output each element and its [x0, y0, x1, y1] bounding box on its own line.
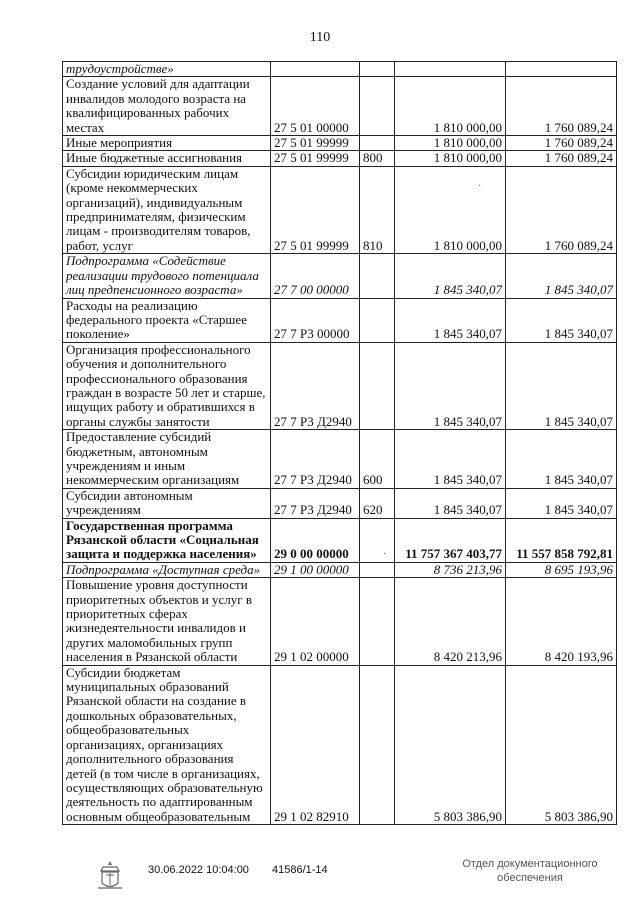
row-type	[360, 518, 395, 562]
row-code: 27 5 01 99999	[271, 166, 360, 253]
page-number: 110	[309, 30, 331, 45]
footer-reg-number: 41586/1-14	[272, 864, 328, 876]
row-type	[360, 77, 395, 136]
table-row	[63, 665, 617, 824]
row-sum-planned: 1 845 340,07	[395, 430, 506, 489]
table-row	[63, 62, 617, 77]
table-row	[63, 151, 617, 166]
row-sum-planned: 1 810 000,00	[395, 166, 506, 253]
row-code	[271, 62, 360, 77]
row-type: 620	[360, 488, 395, 518]
row-name: Субсидии бюджетам муниципальных образований Рязанской области на создание в дошкольных образовательных, общеобразовательных организациях, организациях дополнительного образования детей (в том числе в организациях, осуществляющих образовательную деятельность по адаптированным основным общеобразовательным	[63, 665, 271, 824]
row-name: трудоустройстве»	[63, 62, 271, 77]
row-code: 29 1 00 00000	[271, 562, 360, 577]
row-sum-planned: 5 803 386,90	[395, 665, 506, 824]
row-type	[360, 578, 395, 665]
row-sum-planned: 1 845 340,07	[395, 254, 506, 298]
row-type	[360, 62, 395, 77]
footer-datetime: 30.06.2022 10:04:00	[148, 864, 249, 876]
row-name: Расходы на реализацию федерального проекта «Старшее поколение»	[63, 298, 271, 342]
row-sum-planned: 11 757 367 403,77	[395, 518, 506, 562]
row-sum-executed: 1 760 089,24	[506, 151, 617, 166]
budget-table-body	[63, 62, 617, 825]
row-name: Подпрограмма «Содействие реализации трудового потенциала лиц предпенсионного возраста»	[63, 254, 271, 298]
row-type	[360, 136, 395, 151]
row-code: 27 7 P3 00000	[271, 298, 360, 342]
row-name: Субсидии юридическим лицам (кроме некоммерческих организаций), индивидуальным предпринимателям, физическим лицам - производителям товаров, работ, услуг	[63, 166, 271, 253]
row-code: 29 1 02 82910	[271, 665, 360, 824]
row-code: 27 5 01 99999	[271, 136, 360, 151]
table-row	[63, 342, 617, 429]
row-sum-planned: 1 810 000,00	[395, 151, 506, 166]
table-row	[63, 166, 617, 253]
page-footer	[0, 857, 640, 897]
table-row	[63, 298, 617, 342]
budget-table	[62, 61, 617, 825]
row-sum-executed	[506, 62, 617, 77]
table-row	[63, 562, 617, 577]
scan-speck: ·	[478, 181, 482, 192]
table-row	[63, 77, 617, 136]
row-sum-planned: 8 736 213,96	[395, 562, 506, 577]
footer-dept-line2: обеспечения	[497, 872, 563, 884]
row-sum-planned: 1 845 340,07	[395, 298, 506, 342]
row-sum-planned: 1 810 000,00	[395, 77, 506, 136]
row-sum-planned: 1 810 000,00	[395, 136, 506, 151]
row-sum-executed: 1 760 089,24	[506, 136, 617, 151]
row-sum-executed: 1 845 340,07	[506, 254, 617, 298]
row-name: Подпрограмма «Доступная среда»	[63, 562, 271, 577]
row-code: 29 0 00 00000	[271, 518, 360, 562]
row-type: 810	[360, 166, 395, 253]
table-row	[63, 430, 617, 489]
row-name: Повышение уровня доступности приоритетных объектов и услуг в приоритетных сферах жизнедеятельности инвалидов и других маломобильных групп населения в Рязанской области	[63, 578, 271, 665]
table-row	[63, 488, 617, 518]
row-sum-planned: 1 845 340,07	[395, 488, 506, 518]
row-sum-executed: 5 803 386,90	[506, 665, 617, 824]
row-sum-executed: 1 760 089,24	[506, 166, 617, 253]
row-sum-executed: 8 420 193,96	[506, 578, 617, 665]
row-code: 27 7 00 00000	[271, 254, 360, 298]
row-sum-executed: 1 845 340,07	[506, 298, 617, 342]
row-sum-executed: 1 845 340,07	[506, 488, 617, 518]
scan-speck: ·	[383, 549, 387, 560]
row-sum-executed: 1 845 340,07	[506, 342, 617, 429]
table-row	[63, 518, 617, 562]
row-code: 27 7 P3 Д2940	[271, 488, 360, 518]
row-type	[360, 254, 395, 298]
row-sum-executed: 11 557 858 792,81	[506, 518, 617, 562]
row-sum-planned	[395, 62, 506, 77]
row-name: Иные мероприятия	[63, 136, 271, 151]
row-name: Государственная программа Рязанской области «Социальная защита и поддержка населения»	[63, 518, 271, 562]
row-name: Создание условий для адаптации инвалидов молодого возраста на квалифицированных рабочих местах	[63, 77, 271, 136]
row-type	[360, 562, 395, 577]
row-type: 800	[360, 151, 395, 166]
row-type	[360, 665, 395, 824]
row-sum-executed: 1 760 089,24	[506, 77, 617, 136]
row-name: Организация профессионального обучения и дополнительного профессионального образования граждан в возрасте 50 лет и старше, ищущих работу и обратившихся в органы службы занятости	[63, 342, 271, 429]
footer-dept-line1: Отдел документационного	[462, 858, 598, 870]
row-code: 27 7 P3 Д2940	[271, 430, 360, 489]
row-name: Предоставление субсидий бюджетным, автономным учреждениям и иным некоммерческим организациям	[63, 430, 271, 489]
row-type	[360, 298, 395, 342]
footer-department	[440, 857, 620, 885]
row-sum-planned: 8 420 213,96	[395, 578, 506, 665]
row-type: 600	[360, 430, 395, 489]
row-sum-executed: 1 845 340,07	[506, 430, 617, 489]
row-sum-executed: 8 695 193,96	[506, 562, 617, 577]
row-name: Иные бюджетные ассигнования	[63, 151, 271, 166]
row-code: 27 5 01 99999	[271, 151, 360, 166]
row-sum-planned: 1 845 340,07	[395, 342, 506, 429]
coat-of-arms-icon	[93, 859, 127, 893]
table-row	[63, 254, 617, 298]
table-row	[63, 136, 617, 151]
row-code: 29 1 02 00000	[271, 578, 360, 665]
row-type	[360, 342, 395, 429]
row-code: 27 5 01 00000	[271, 77, 360, 136]
table-row	[63, 578, 617, 665]
row-code: 27 7 P3 Д2940	[271, 342, 360, 429]
row-name: Субсидии автономным учреждениям	[63, 488, 271, 518]
